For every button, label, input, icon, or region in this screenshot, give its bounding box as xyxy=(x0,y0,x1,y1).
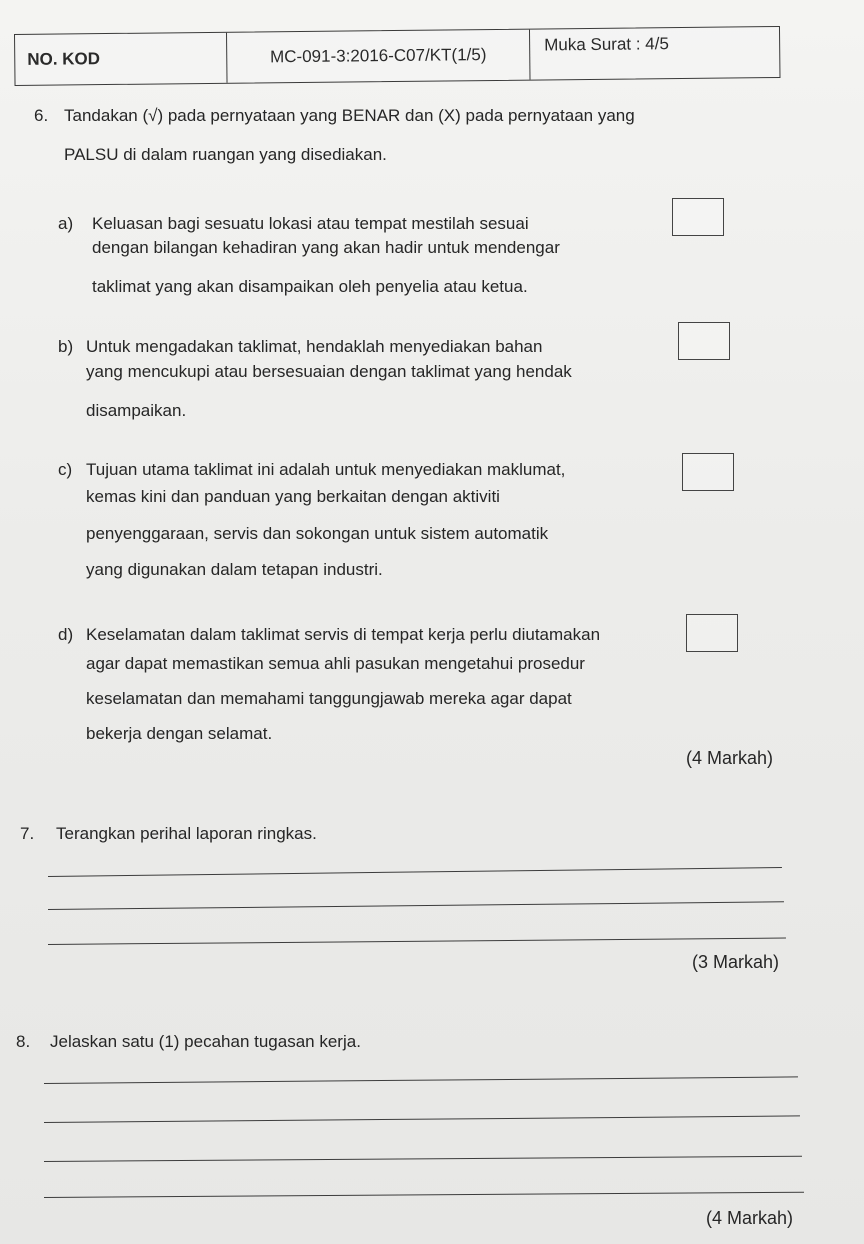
q6-item-c-marker: c) xyxy=(58,460,73,479)
page-number: Muka Surat : 4/5 xyxy=(544,34,669,55)
q7-answer-line[interactable] xyxy=(48,867,782,877)
q6-item-c-line: penyenggaraan, servis dan sokongan untuk sistem automatik xyxy=(86,524,549,543)
q6-item-b-line: Untuk mengadakan taklimat, hendaklah menyediakan bahan xyxy=(86,337,543,356)
q6-number: 6. xyxy=(34,106,49,125)
q6-item-a-line: taklimat yang akan disampaikan oleh penyelia atau ketua. xyxy=(92,277,528,296)
q6-instruction-line2: PALSU di dalam ruangan yang disediakan. xyxy=(64,145,387,164)
q6-item-c-answer-box[interactable] xyxy=(682,453,734,491)
code-label: NO. KOD xyxy=(15,33,228,85)
q6-item-d-line: agar dapat memastikan semua ahli pasukan mengetahui prosedur xyxy=(86,654,585,673)
q8-question: Jelaskan satu (1) pecahan tugasan kerja. xyxy=(50,1032,361,1051)
q6-item-c-line: Tujuan utama taklimat ini adalah untuk menyediakan maklumat, xyxy=(86,460,566,479)
q6-item-a-line: Keluasan bagi sesuatu lokasi atau tempat mestilah sesuai xyxy=(92,214,529,233)
q8-marks: (4 Markah) xyxy=(706,1208,794,1228)
q6-item-a-answer-box[interactable] xyxy=(672,198,724,236)
q6-item-d-line: keselamatan dan memahami tanggungjawab mereka agar dapat xyxy=(86,689,572,708)
code-value: MC-091-3:2016-C07/KT(1/5) xyxy=(227,30,531,83)
q7-number: 7. xyxy=(20,824,35,843)
q6-item-b-marker: b) xyxy=(58,337,74,356)
q8-answer-line[interactable] xyxy=(44,1156,802,1162)
q7-answer-line[interactable] xyxy=(48,938,786,945)
q6-item-c-line: yang digunakan dalam tetapan industri. xyxy=(86,560,383,579)
q6-item-d-answer-box[interactable] xyxy=(686,614,738,652)
q8-answer-line[interactable] xyxy=(44,1115,800,1123)
q6-item-c-line: kemas kini dan panduan yang berkaitan dengan aktiviti xyxy=(86,487,500,506)
q6-item-d-marker: d) xyxy=(58,625,74,644)
q7-answer-line[interactable] xyxy=(48,901,784,910)
q6-item-d-line: bekerja dengan selamat. xyxy=(86,724,273,743)
q6-item-b-line: yang mencukupi atau bersesuaian dengan taklimat yang hendak xyxy=(86,362,572,381)
q7-question: Terangkan perihal laporan ringkas. xyxy=(56,824,317,843)
q7-marks: (3 Markah) xyxy=(692,952,780,972)
q6-item-b-answer-box[interactable] xyxy=(678,322,730,360)
header-table xyxy=(14,26,781,86)
q8-answer-line[interactable] xyxy=(44,1076,798,1084)
q8-answer-line[interactable] xyxy=(44,1192,804,1198)
q6-item-a-line: dengan bilangan kehadiran yang akan hadir untuk mendengar xyxy=(92,238,560,257)
q6-item-a-marker: a) xyxy=(58,214,74,233)
q6-marks: (4 Markah) xyxy=(686,748,774,768)
q6-item-b-line: disampaikan. xyxy=(86,401,187,420)
q8-number: 8. xyxy=(16,1032,31,1051)
q6-item-d-line: Keselamatan dalam taklimat servis di tempat kerja perlu diutamakan xyxy=(86,625,601,644)
q6-instruction-line1: Tandakan (√) pada pernyataan yang BENAR dan (X) pada pernyataan yang xyxy=(64,106,635,125)
